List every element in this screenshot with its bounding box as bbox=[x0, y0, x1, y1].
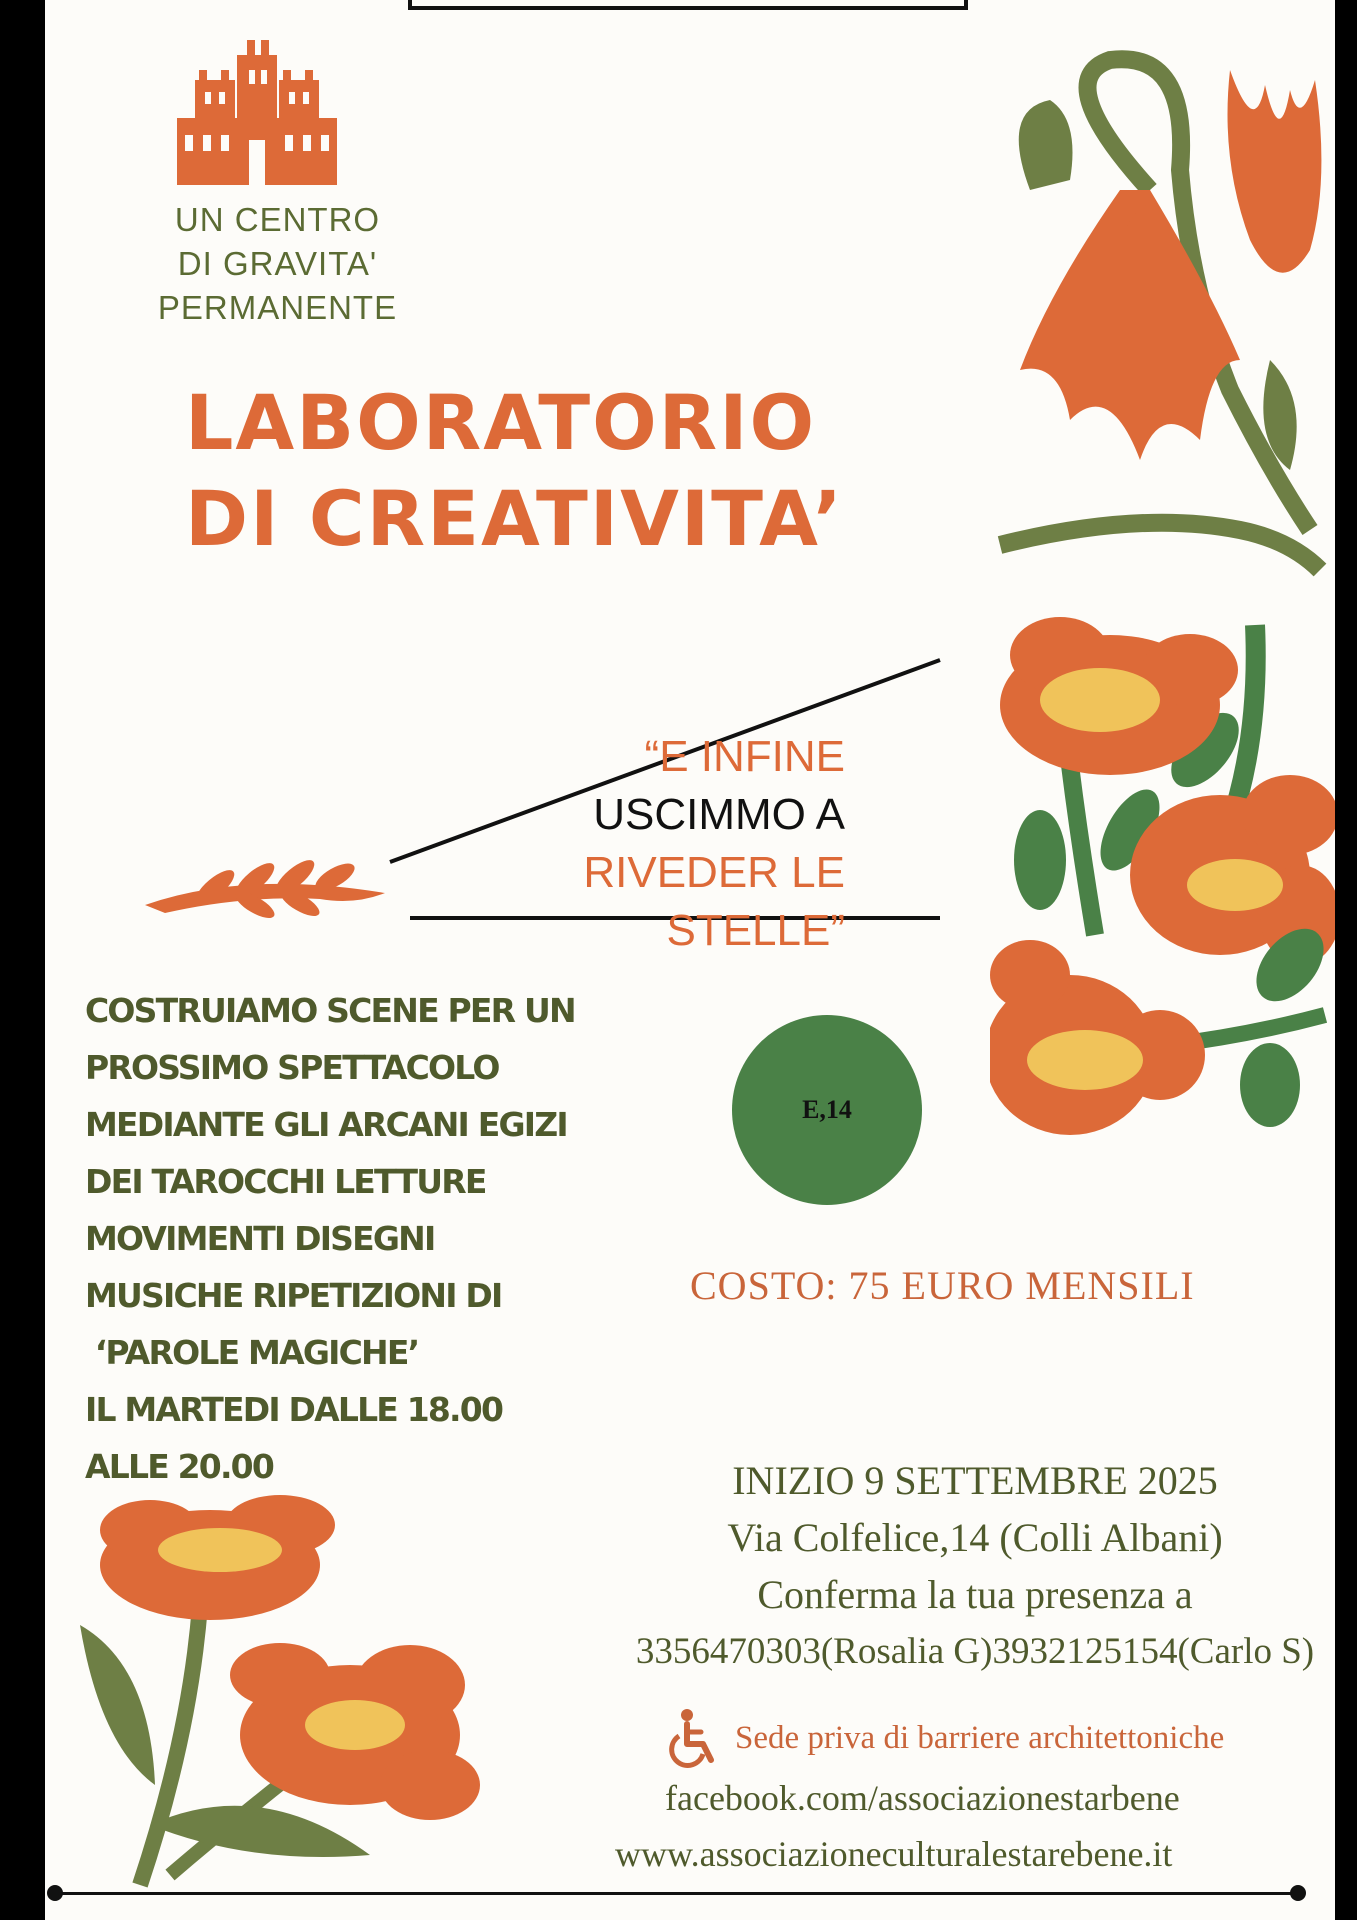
tagline-line: DI GRAVITA' bbox=[177, 245, 378, 282]
status-badge bbox=[732, 1015, 922, 1205]
tagline bbox=[145, 198, 410, 330]
title-line: LABORATORIO bbox=[185, 378, 817, 467]
sprig-icon bbox=[145, 855, 385, 923]
flower-icon bbox=[80, 1495, 500, 1890]
phone-numbers: 3356470303(Rosalia G)3932125154(Carlo S) bbox=[635, 1631, 1315, 1672]
flower-icon bbox=[990, 615, 1335, 1145]
page-title bbox=[185, 375, 844, 567]
description-line: ALLE 20.00 bbox=[85, 1447, 274, 1486]
accessibility-text: Sede priva di barriere architettoniche bbox=[735, 1719, 1225, 1756]
quote-line: USCIMMO A bbox=[593, 790, 845, 839]
website-link[interactable]: www.associazioneculturalestarebene.it bbox=[615, 1834, 1173, 1874]
description-line: MEDIANTE GLI ARCANI EGIZI bbox=[85, 1105, 567, 1144]
accessibility-note bbox=[665, 1708, 1224, 1768]
rule-end-dot bbox=[47, 1885, 63, 1901]
event-info bbox=[585, 1452, 1335, 1680]
quote-line: “E INFINE bbox=[644, 732, 845, 781]
poster bbox=[45, 0, 1335, 1920]
description-line: MOVIMENTI DISEGNI bbox=[85, 1219, 435, 1258]
description-line: MUSICHE RIPETIZIONI DI bbox=[85, 1276, 502, 1315]
start-date: INIZIO 9 SETTEMBRE 2025 bbox=[732, 1458, 1218, 1503]
cost-label: COSTO: 75 EURO MENSILI bbox=[690, 1263, 1195, 1308]
facebook-link[interactable]: facebook.com/associazionestarbene bbox=[665, 1778, 1180, 1818]
confirm-text: Conferma la tua presenza a bbox=[757, 1572, 1193, 1617]
quote-line: RIVEDER LE STELLE” bbox=[583, 848, 845, 955]
rule-end-dot bbox=[1290, 1885, 1306, 1901]
lower-flower bbox=[990, 916, 1335, 1135]
description-line: COSTRUIAMO SCENE PER UN bbox=[85, 991, 575, 1030]
wheelchair-icon bbox=[665, 1708, 721, 1768]
castle-logo-icon bbox=[177, 40, 337, 185]
tagline-line: UN CENTRO bbox=[174, 201, 381, 238]
description bbox=[85, 982, 685, 1495]
description-line: ‘PAROLE MAGICHE’ bbox=[85, 1333, 419, 1372]
flower-icon bbox=[990, 40, 1330, 580]
description-line: IL MARTEDI DALLE 18.00 bbox=[85, 1390, 503, 1429]
badge-label: E,14 bbox=[802, 1095, 852, 1124]
title-line: DI CREATIVITA’ bbox=[185, 474, 844, 563]
description-line: DEI TAROCCHI LETTURE bbox=[85, 1162, 486, 1201]
top-frame bbox=[408, 0, 968, 10]
tagline-line: PERMANENTE bbox=[157, 289, 398, 326]
bottom-rule bbox=[55, 1892, 1295, 1895]
address: Via Colfelice,14 (Colli Albani) bbox=[727, 1515, 1223, 1560]
description-line: PROSSIMO SPETTACOLO bbox=[85, 1048, 499, 1087]
quote bbox=[405, 728, 845, 960]
